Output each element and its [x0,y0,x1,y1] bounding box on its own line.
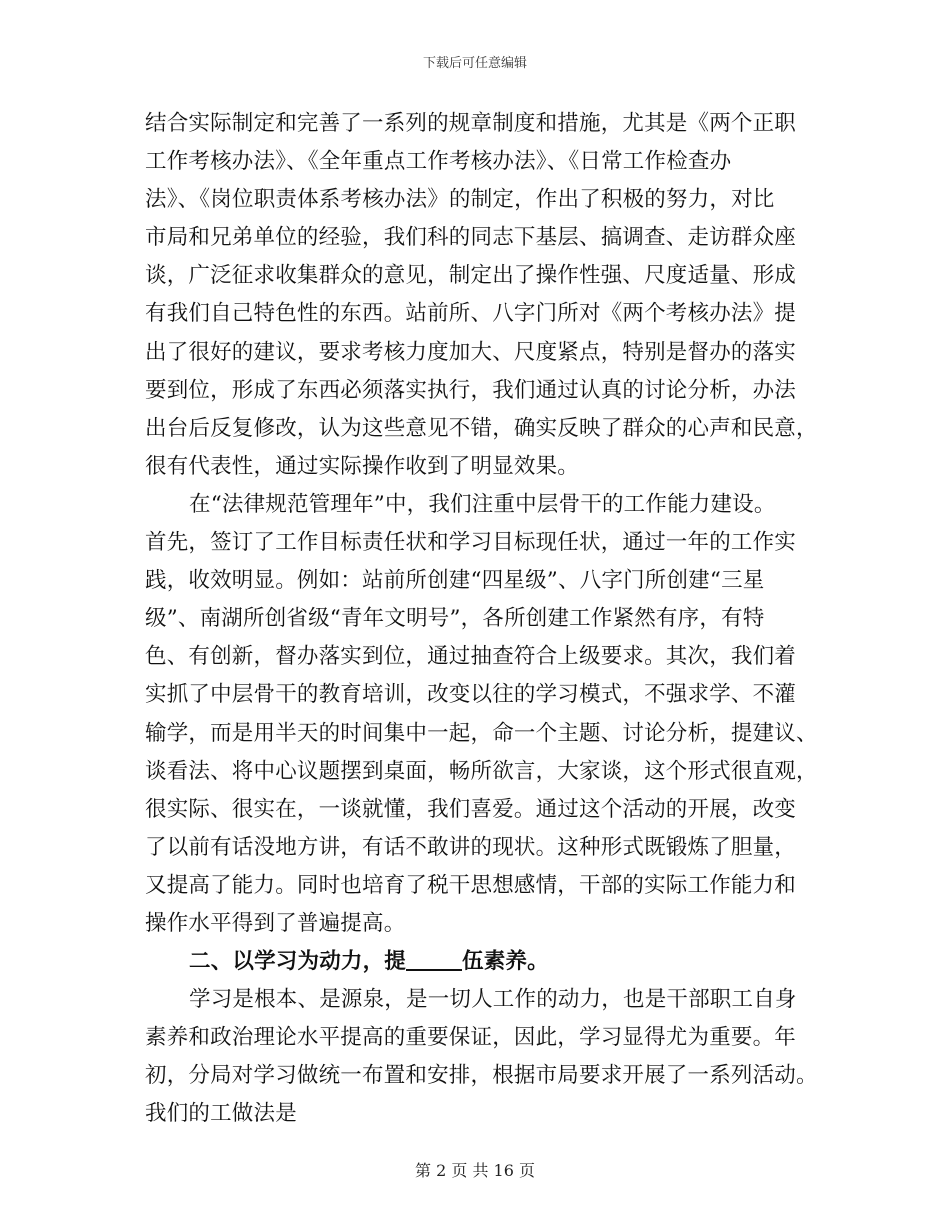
body-line: 色、有创新，督办落实到位，通过抽查符合上级要求。其次，我们着 [145,644,797,670]
page-number: 第 2 页 共 16 页 [415,1161,535,1180]
body-line: 结合实际制定和完善了一系列的规章制度和措施，尤其是《两个正职 [145,111,797,136]
body-line: 很实际、很实在，一谈就懂，我们喜爱。通过这个活动的开展，改变 [145,796,797,822]
body-line: 级”、南湖所创省级“青年文明号”，各所创建工作紧然有序，有特 [145,606,765,632]
body-line: 了以前有话没地方讲，有话不敢讲的现状。这种形式既锻炼了胆量， [145,834,797,860]
body-line: 实抓了中层骨干的教育培训，改变以往的学习模式，不强求学、不灌 [145,682,797,708]
body-line: 践，收效明显。例如：站前所创建“四星级”、八字门所创建“三星 [145,568,765,594]
body-line: 学习是根本、是源泉，是一切人工作的动力，也是干部职工自身 [189,987,797,1013]
body-line: 市局和兄弟单位的经验，我们科的同志下基层、搞调查、走访群众座 [145,225,797,251]
body-line: 在“法律规范管理年”中，我们注重中层骨干的工作能力建设。 [189,491,776,517]
section-heading-text: 二、以学习为动力，提 [189,949,407,975]
body-line: 很有代表性，通过实际操作收到了明显效果。 [145,453,580,479]
body-line: 素养和政治理论水平提高的重要保证，因此，学习显得尤为重要。年 [145,1025,797,1051]
body-line: 输学，而是用半天的时间集中一起，命一个主题、讨论分析，提建议、 [145,720,818,746]
body-line: 工作考核办法》、《全年重点工作考核办法》、《日常工作检查办 [145,149,732,175]
body-line: 出台后反复修改，认为这些意见不错，确实反映了群众的心声和民意， [145,415,818,441]
body-line: 初，分局对学习做统一布置和安排，根据市局要求开展了一系列活动。 [145,1063,818,1089]
section-heading [145,943,810,981]
section-heading-text: 伍素养。 [462,949,549,975]
body-line: 谈看法、将中心议题摆到桌面，畅所欲言，大家谈，这个形式很直观， [145,758,818,784]
body-line: 我们的工做法是 [145,1101,297,1127]
fill-in-blank [406,947,462,971]
body-line: 操作水平得到了普遍提高。 [145,910,406,936]
body-line: 又提高了能力。同时也培育了税干思想感情，干部的实际工作能力和 [145,872,797,898]
body-line: 要到位，形成了东西必须落实执行，我们通过认真的讨论分析，办法 [145,377,797,403]
body-line: 法》、《岗位职责体系考核办法》的制定，作出了积极的努力，对比 [145,187,775,213]
body-line: 谈，广泛征求收集群众的意见，制定出了操作性强、尺度适量、形成 [145,263,797,289]
document-body [145,105,818,1134]
body-line: 出了很好的建议，要求考核力度加大、尺度紧点，特别是督办的落实 [145,339,797,365]
body-line: 有我们自己特色性的东西。站前所、八字门所对《两个考核办法》提 [145,301,797,327]
body-line: 首先，签订了工作目标责任状和学习目标现任状，通过一年的工作实 [145,530,797,556]
page-header-note: 下载后可任意编辑 [422,56,527,71]
